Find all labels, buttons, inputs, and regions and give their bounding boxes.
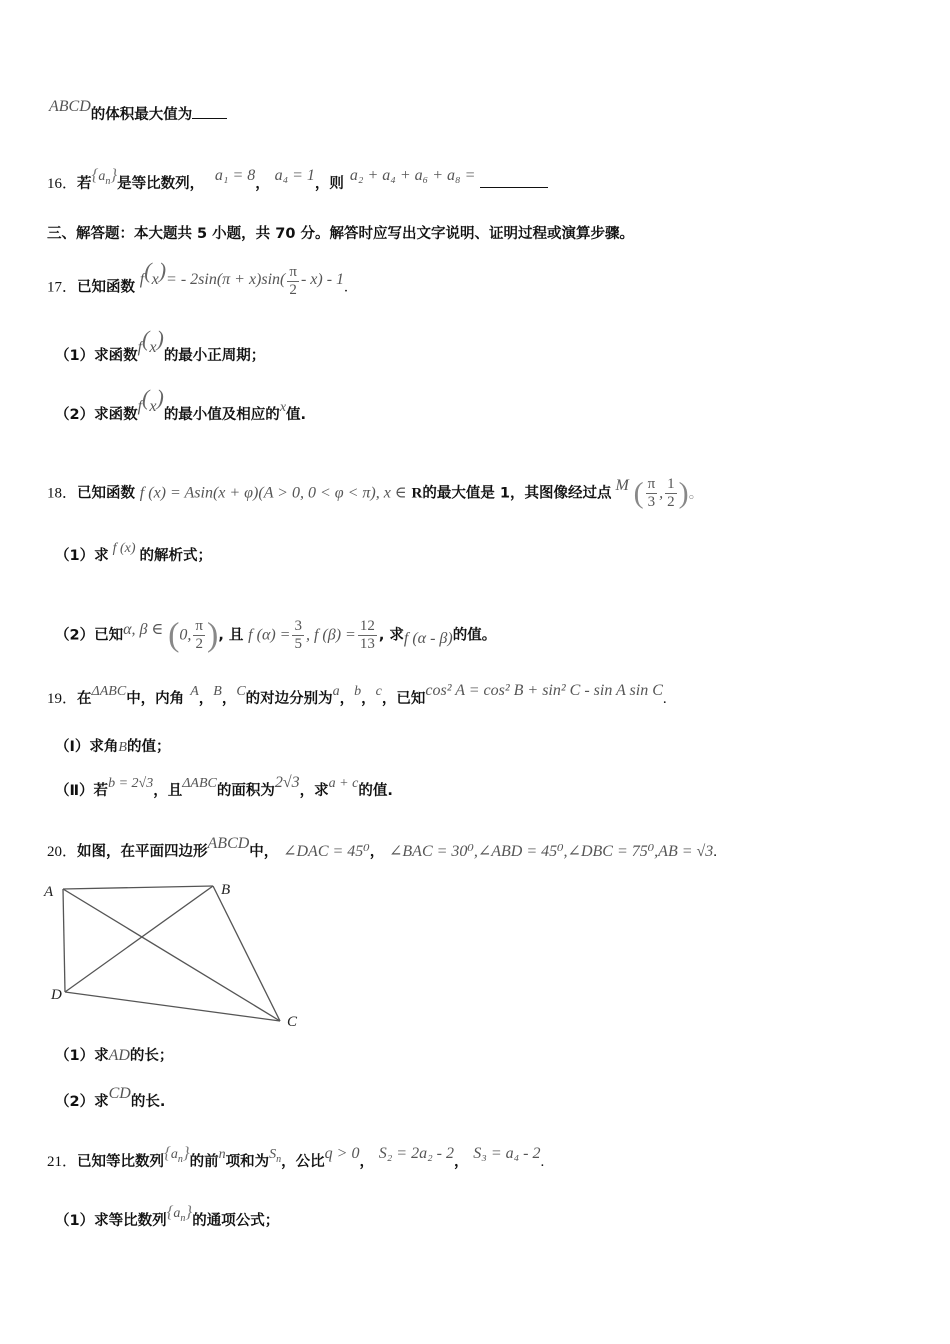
vertex-label-B: B [221, 882, 231, 898]
q18-fa: f (α) = [248, 626, 291, 644]
vertex-label-A: A [44, 884, 54, 900]
q20-angle-2: ∠BAC = 30⁰ [388, 843, 474, 860]
q21-sep: ， [359, 1154, 374, 1170]
q20-angle-4: ,∠DBC = 75⁰ [563, 843, 655, 860]
q20-angle-3: ,∠ABD = 45⁰ [473, 843, 564, 860]
q19-a: a [332, 684, 340, 699]
q20-end: . [713, 844, 718, 860]
q19-comma: ， [361, 691, 376, 707]
q16-cond-1: a₁ = 8 [214, 167, 256, 184]
q18-M: M [615, 476, 629, 494]
q20-part-2 [55, 1085, 166, 1112]
q21-part1-label: （1）求等比数列 [55, 1213, 167, 1229]
q19-A: A [190, 684, 199, 699]
quadrilateral-figure [40, 878, 310, 1028]
q19-end: . [662, 691, 667, 707]
q19-comma: ， [198, 691, 214, 707]
q19-part2-end: 的值. [358, 783, 393, 799]
q21-text-2: 的前 [189, 1154, 219, 1170]
question-17 [47, 257, 348, 305]
q17-part2-x: x [279, 400, 287, 415]
q19-comma: ， [221, 691, 237, 707]
q19-part2-t: ，且 [153, 783, 183, 799]
q20-part-1 [55, 1045, 173, 1066]
q17-text: 已知函数 [77, 279, 136, 296]
q20-part2-label: （2）求 [55, 1094, 109, 1110]
q18-fab: f (α - β) [403, 629, 453, 647]
q21-part1-end: 的通项公式； [192, 1213, 280, 1229]
q21-part-1 [55, 1202, 280, 1237]
q19-c: c [375, 684, 382, 699]
q21-seq: $\{a_n\}$ [164, 1143, 190, 1165]
question-number: 16． [47, 176, 78, 192]
q17-func: f(x)= - 2sin(π + x)sin( [139, 257, 286, 288]
q19-B: B [213, 684, 222, 699]
q18-zero: 0, [179, 626, 192, 644]
q20-ab: ,AB = √3 [654, 843, 714, 860]
q21-s2: S₂ = 2a₂ - 2 [378, 1145, 454, 1162]
q19-part1-end: 的值； [126, 739, 171, 755]
q18-fb: , f (β) = [305, 626, 356, 644]
q20-angle-1: ∠DAC = 45⁰ [283, 843, 370, 860]
q17-part-2 [55, 385, 307, 426]
q17-part1-text: 的最小正周期； [163, 348, 266, 364]
q18-frac-1: $\frac{\pi}{3}$ [647, 476, 656, 510]
q20-text-1: 如图，在平面四边形 [77, 844, 208, 860]
q18-part1-text: 的解析式； [139, 548, 213, 564]
q19-part1-B: B [118, 740, 127, 755]
q19-part-1 [55, 736, 170, 758]
q20-part2-CD: CD [108, 1085, 131, 1102]
q17-part-1 [55, 326, 266, 366]
q21-q: q > 0 [324, 1145, 360, 1162]
q19-part-2 [55, 774, 393, 802]
q20-quad: ABCD [207, 835, 250, 852]
q19-part2-ac: a + c [328, 776, 359, 791]
q16-text-1: 若 [77, 176, 92, 192]
q18-frac-2: $\frac{1}{2}$ [667, 476, 675, 510]
q18-R: R [411, 485, 423, 502]
q16-expr: a₂ + a₄ + a₆ + a₈ = [349, 167, 476, 184]
vertex-label-C: C [287, 1014, 298, 1028]
q15-math: ABCD [49, 98, 91, 115]
q19-part2-tri: ΔABC [182, 776, 217, 791]
q19-text-1: 在 [77, 691, 92, 707]
q18-part-2 [55, 618, 496, 653]
q19-tri: ΔABC [91, 684, 127, 699]
q17-part1-f: f(x) [137, 326, 164, 356]
q21-text-4: ，公比 [281, 1154, 325, 1170]
q15-tail [47, 98, 227, 125]
question-16 [47, 165, 548, 200]
q20-sep: ， [369, 844, 385, 860]
q20-part1-AD: AD [108, 1047, 130, 1064]
q19-b: b [354, 684, 362, 699]
q20-text-2: 中， [249, 844, 279, 860]
q18-part2-ab: α, β ∈ [123, 620, 164, 638]
q18-text-1: 已知函数 [77, 485, 136, 502]
answer-blank [480, 173, 548, 188]
q18-frac-5: $\frac{12}{13}$ [359, 618, 375, 652]
question-19 [47, 682, 667, 710]
q20-part2-end: 的长. [130, 1094, 166, 1110]
q17-expr-b: - x) - 1 [300, 270, 345, 288]
q18-brace-close: ) [207, 616, 219, 654]
q19-text-2: 中，内角 [126, 691, 185, 707]
question-21 [47, 1143, 545, 1178]
q18-part2-end: 的值。 [452, 627, 497, 644]
q21-n: n [218, 1147, 226, 1162]
q21-sep: ， [453, 1154, 469, 1170]
q18-brace-open: ( [168, 616, 180, 654]
q21-part1-seq: $\{a_n\}$ [166, 1202, 193, 1224]
q21-s3: S₃ = a₄ - 2 [473, 1145, 541, 1162]
answer-blank [192, 104, 227, 119]
q21-end: . [540, 1154, 545, 1170]
question-number: 20． [47, 844, 78, 860]
vertex-label-D: D [51, 987, 62, 1003]
q18-text-2: 的最大值是 1，其图像经过点 [422, 485, 612, 502]
q18-part1-f: f (x) [112, 541, 136, 556]
q17-part2-f: f(x) [137, 385, 164, 415]
q20-part1-label: （1）求 [55, 1048, 109, 1064]
q18-qiu: , 求 [378, 627, 404, 644]
question-number: 17． [47, 279, 78, 296]
q15-text: 的体积最大值为 [90, 107, 193, 123]
question-number: 18． [47, 485, 78, 502]
q21-text-3: 项和为 [225, 1154, 270, 1170]
q18-part-1 [55, 541, 213, 567]
q19-part2-t3: ，求 [299, 783, 329, 799]
q16-sep: ， [255, 176, 270, 192]
question-number: 21． [47, 1154, 78, 1170]
q19-C: C [236, 684, 246, 699]
q19-part1-label: （Ⅰ）求角 [55, 739, 119, 755]
q17-end: . [344, 279, 348, 296]
q18-paren-open: ( [633, 476, 644, 510]
question-number: 19． [47, 691, 78, 707]
q17-part2-mid: 的最小值及相应的 [163, 407, 280, 423]
question-20 [47, 835, 718, 862]
q18-frac-3: $\frac{\pi}{2}$ [195, 618, 203, 652]
q18-part2-label: （2）已知 [55, 627, 124, 644]
q17-part2-label: （2）求函数 [55, 407, 138, 423]
q19-part2-area: 2√3 [274, 774, 300, 791]
q18-part1-label: （1）求 [55, 548, 109, 564]
q19-text-4: ，已知 [381, 691, 426, 707]
q18-paren-close: ) [678, 476, 689, 510]
q16-text-2: 是等比数列， [117, 176, 205, 192]
q18-expr: f (x) = Asin(x + φ)(A > 0, 0 < φ < π), x ∈ [139, 484, 407, 502]
q17-part2-end: 值. [286, 407, 307, 423]
q19-part2-b: b = 2√3 [108, 776, 154, 791]
q16-text-3: ，则 [314, 176, 344, 192]
q19-part2-label: （Ⅱ）若 [55, 783, 109, 799]
q19-part2-t2: 的面积为 [216, 783, 275, 799]
q18-frac-4: $\frac{3}{5}$ [294, 618, 302, 652]
q18-qie: , 且 [218, 627, 244, 644]
q21-S: $S_n$ [269, 1147, 282, 1165]
q18-end: 。 [688, 483, 704, 502]
q19-expr: cos² A = cos² B + sin² C - sin A sin C [425, 682, 663, 699]
question-18: 18．已知函数 f (x) = Asin(x + φ)(A > 0, 0 < φ < π), x ∈ R的最大值是 1，其图像经过点 M ( $\frac{\pi}{3}$ , $\frac{1}{2}$ )。 [47, 476, 704, 510]
q20-part1-end: 的长； [129, 1048, 174, 1064]
q17-part1-label: （1）求函数 [55, 348, 138, 364]
q17-frac: $\frac{\pi}{2}$ [289, 264, 297, 298]
q21-text-1: 已知等比数列 [77, 1154, 165, 1170]
q19-comma: ， [339, 691, 355, 707]
section-heading: 三、解答题：本大题共 5 小题，共 70 分。解答时应写出文字说明、证明过程或演算步骤。 [47, 226, 634, 242]
q16-seq: $\{a_n\}$ [91, 165, 118, 187]
q19-text-3: 的对边分别为 [245, 691, 333, 707]
q16-cond-2: a₄ = 1 [274, 167, 315, 184]
